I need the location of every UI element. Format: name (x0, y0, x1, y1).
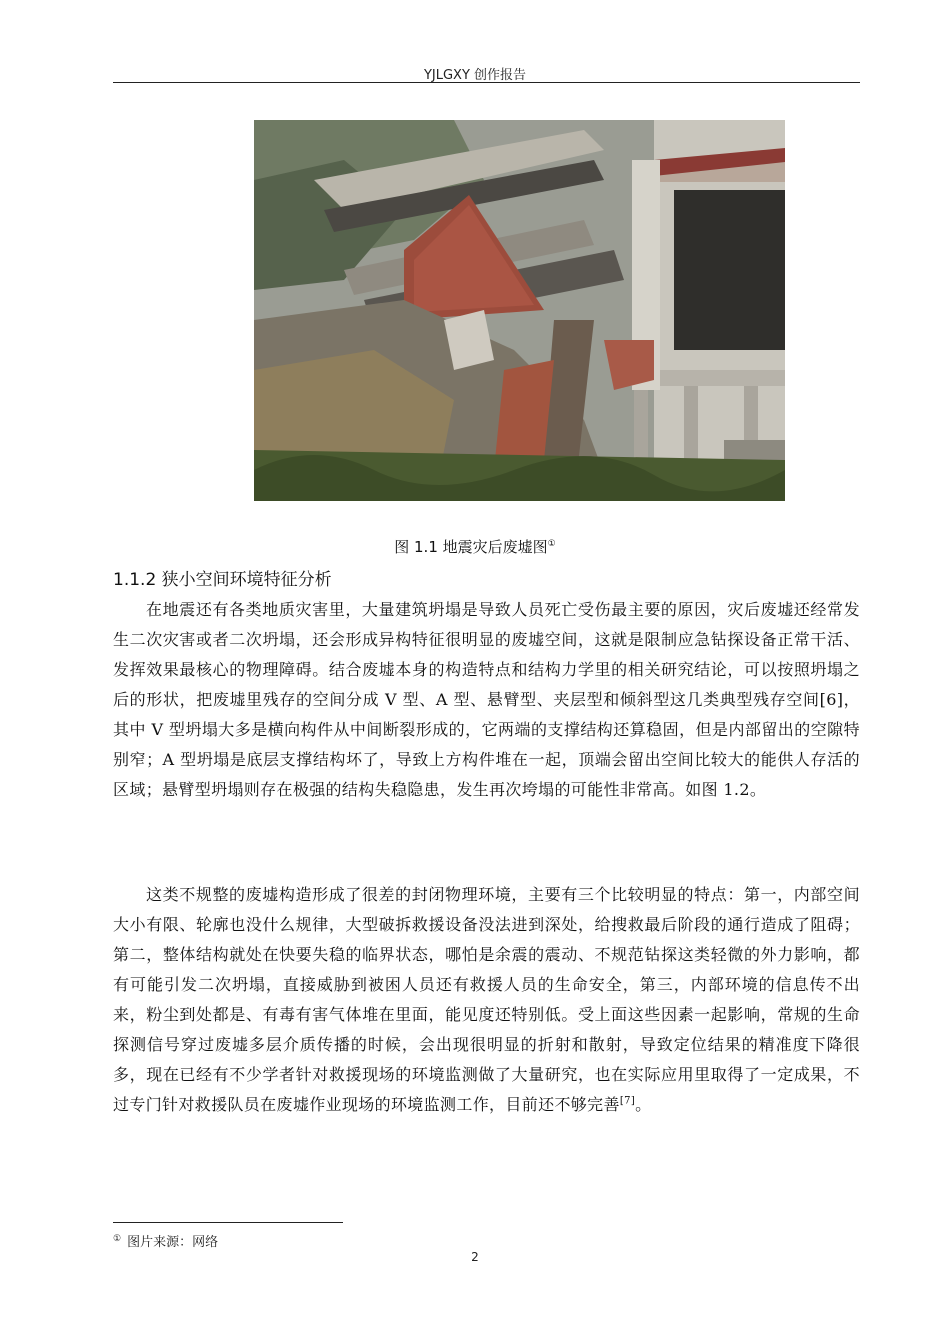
figure-caption (0, 536, 950, 557)
body-paragraph-2 (113, 880, 860, 1120)
earthquake-ruins-photo (254, 120, 785, 501)
page-number: 2 (471, 1250, 479, 1264)
figure-caption-note-marker: ① (547, 539, 556, 549)
header-divider (113, 82, 860, 83)
ruins-illustration (254, 120, 785, 501)
footnote-text: 图片来源：网络 (127, 1235, 219, 1250)
section-heading: 1.1.2 狭小空间环境特征分析 (113, 570, 332, 590)
footnote (113, 1231, 218, 1250)
footnote-divider (113, 1222, 343, 1223)
body-paragraph-1: 在地震还有各类地质灾害里，大量建筑坍塌是导致人员死亡受伤最主要的原因，灾后废墟还经常发生二次灾害或者二次坍塌，还会形成异构特征很明显的废墟空间，这就是限制应急钻探设备正常干活、发挥效果最核心的物理障碍。结合废墟本身的构造特点和结构力学里的相关研究结论，可以按照坍塌之后的形状，把废墟里残存的空间分成 V 型、A 型、悬臂型、夹层型和倾斜型这几类典型残存空间[6]，其中 V 型坍塌大多是横向构件从中间断裂形成的，它两端的支撑结构还算稳固，但是内部留出的空隙特别窄；A 型坍塌是底层支撑结构坏了，导致上方构件堆在一起，顶端会留出空间比较大的能供人存活的区域；悬臂型坍塌则存在极强的结构失稳隐患，发生再次垮塌的可能性非常高。如图 1.2。 (113, 600, 860, 799)
footnote-marker: ① (113, 1233, 122, 1244)
figure-caption-label: 图 1.1 地震灾后废墟图 (394, 538, 548, 556)
body-paragraph-2-ending: 。 (635, 1095, 652, 1114)
running-header: YJLGXY 创作报告 (423, 68, 527, 83)
citation-marker: [7] (619, 1095, 636, 1107)
body-paragraph-2-text: 这类不规整的废墟构造形成了很差的封闭物理环境，主要有三个比较明显的特点：第一，内部空间大小有限、轮廓也没什么规律，大型破拆救援设备没法进到深处，给搜救最后阶段的通行造成了阻碍；第二，整体结构就处在快要失稳的临界状态，哪怕是余震的震动、不规范钻探这类轻微的外力影响，都有可能引发二次坍塌，直接威胁到被困人员还有救援人员的生命安全，第三，内部环境的信息传不出来，粉尘到处都是、有毒有害气体堆在里面，能见度还特别低。受上面这些因素一起影响，常规的生命探测信号穿过废墟多层介质传播的时候，会出现很明显的折射和散射，导致定位结果的精准度下降很多，现在已经有不少学者针对救援现场的环境监测做了大量研究，也在实际应用里取得了一定成果，不过专门针对救援队员在废墟作业现场的环境监测工作，目前还不够完善 (113, 885, 860, 1114)
